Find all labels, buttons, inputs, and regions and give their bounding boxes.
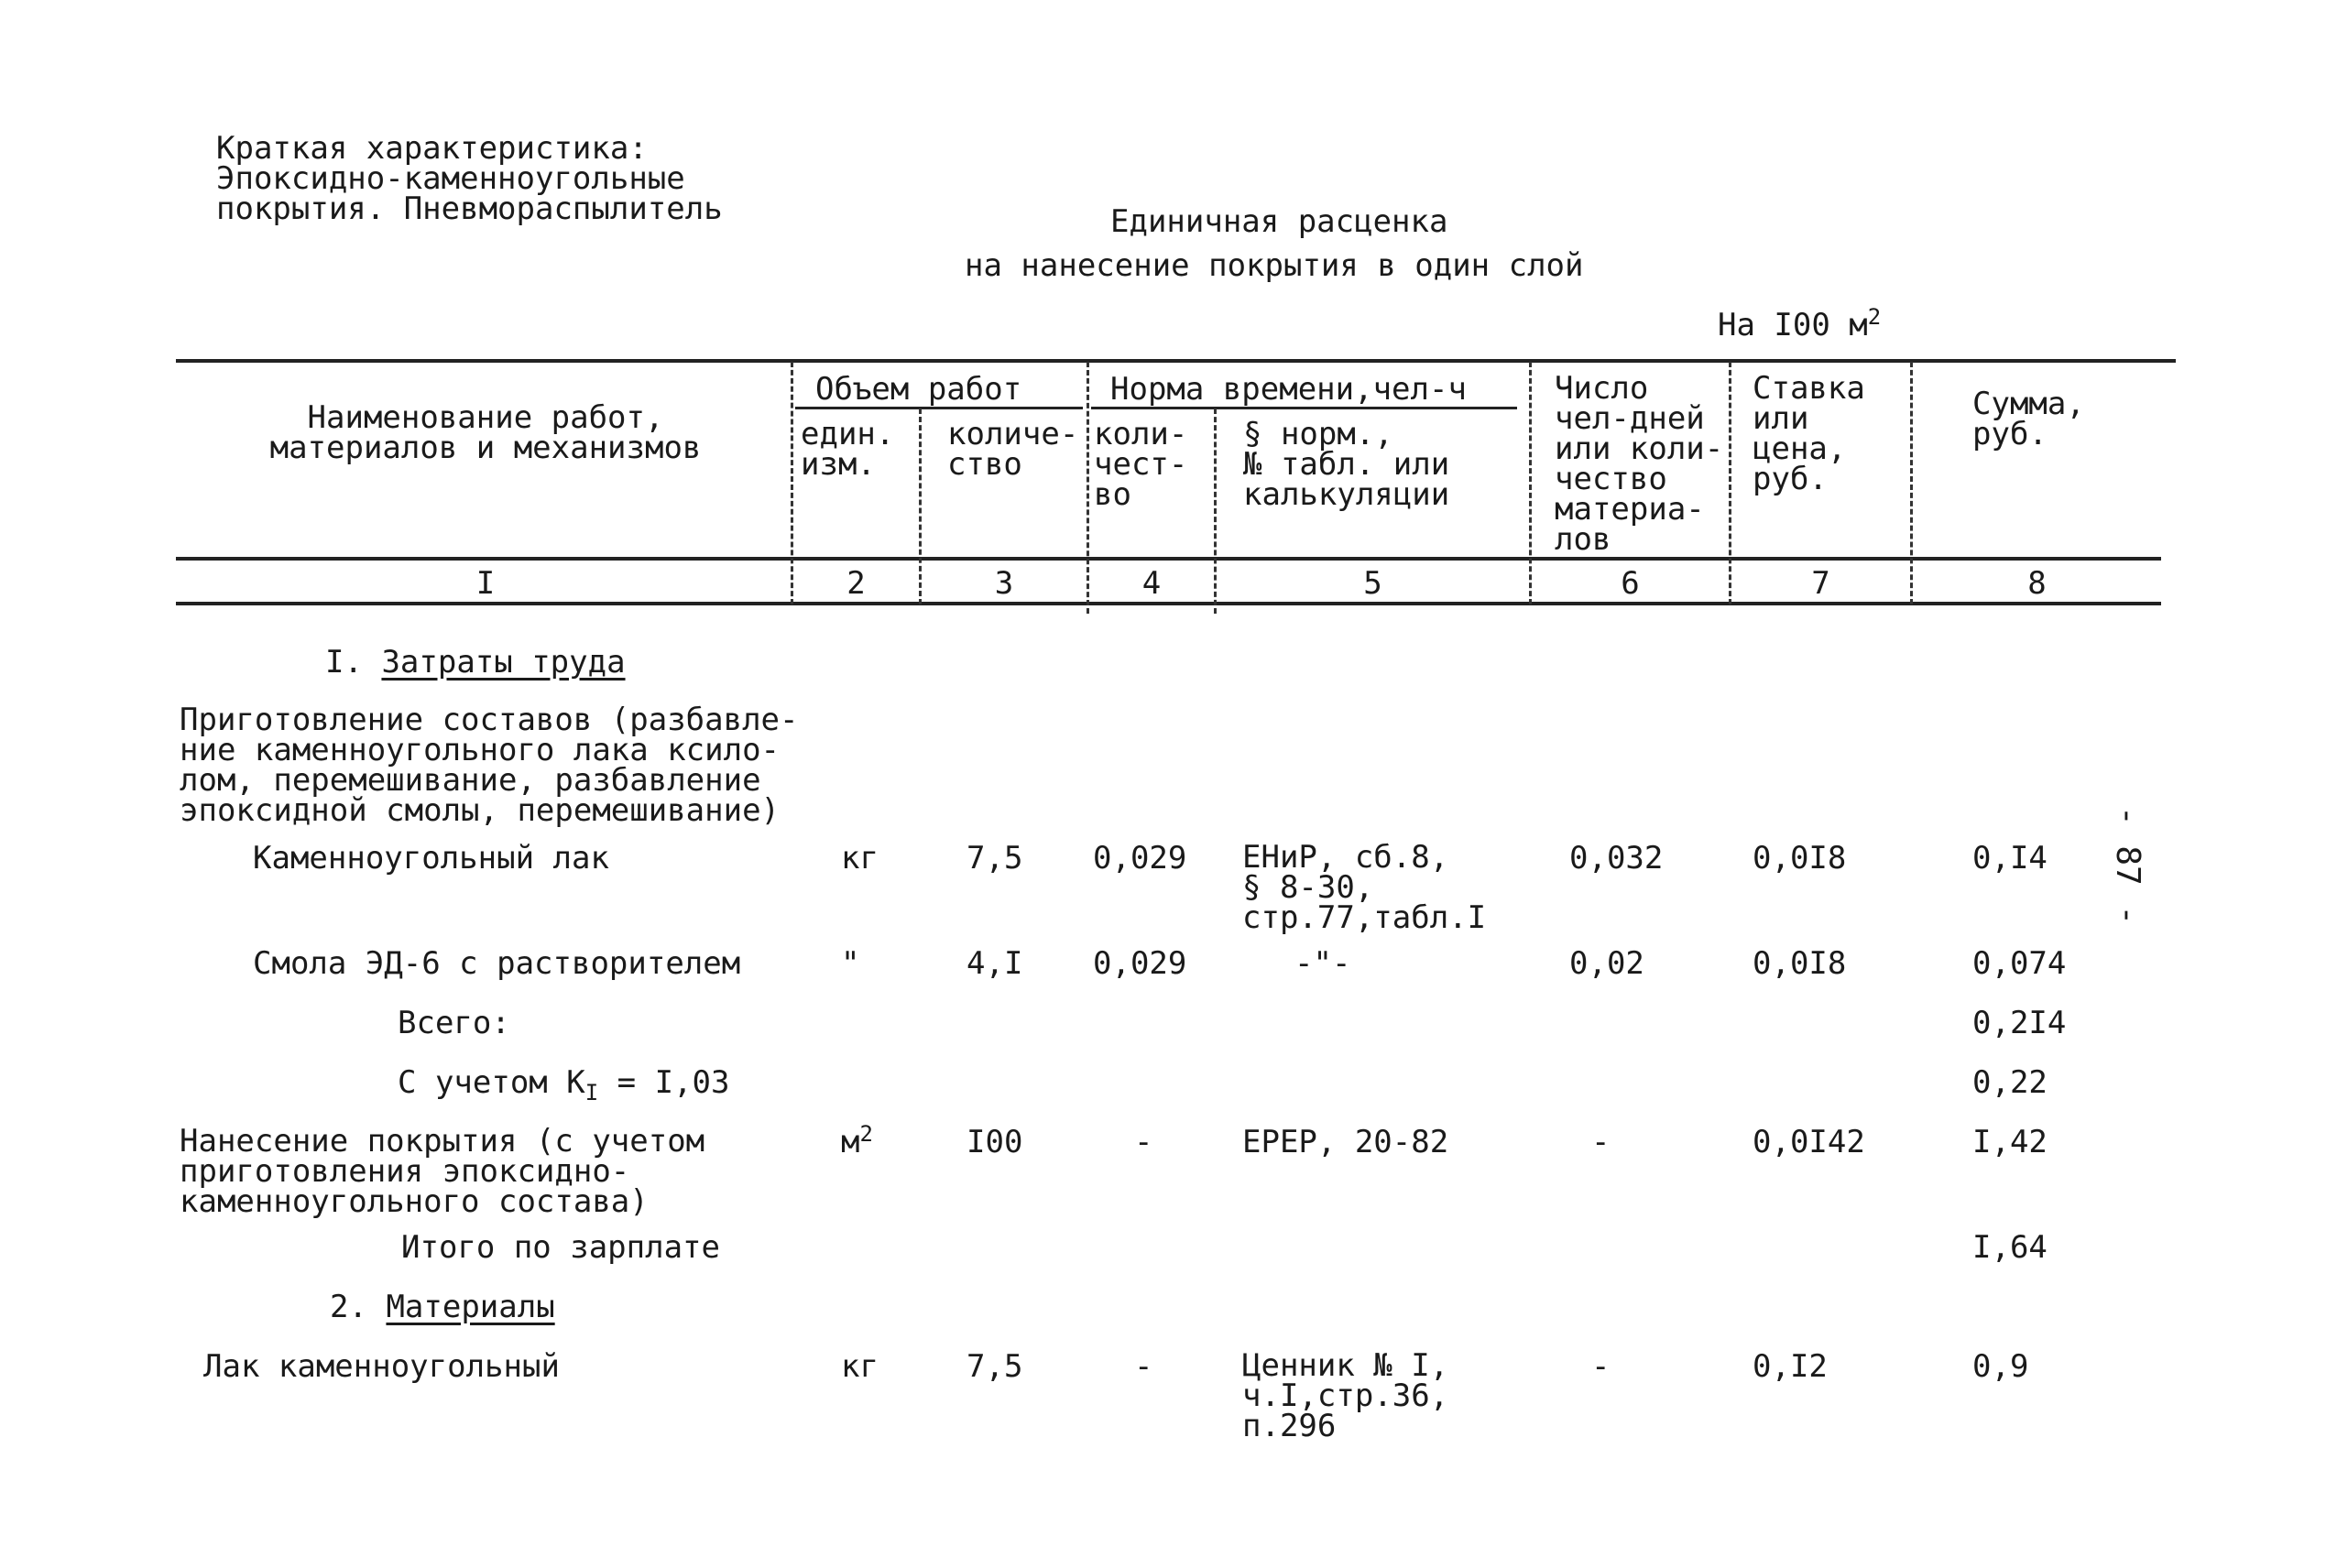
header-col-unit: [801, 416, 895, 483]
characteristic-line: Эпоксидно-каменноугольные: [216, 160, 685, 197]
text-line: ч.I,стр.36,: [1242, 1377, 1449, 1414]
header-text: чество: [1555, 461, 1667, 497]
header-text: № табл. или: [1243, 446, 1450, 483]
unit-note-sup: 2: [1867, 304, 1882, 330]
text-line: приготовления эпоксидно-: [180, 1153, 630, 1190]
section-title: Материалы: [386, 1289, 555, 1325]
column-number: 2: [846, 565, 866, 602]
row-norm-qty: 0,029: [1093, 840, 1187, 877]
header-text: ство: [947, 446, 1022, 483]
column-number: 4: [1141, 565, 1162, 602]
header-text: количе-: [947, 416, 1079, 452]
header-col-norm-qty: [1094, 416, 1188, 513]
header-text: чест-: [1094, 446, 1188, 483]
row-sum: 0,9: [1972, 1348, 2029, 1385]
row-reference: -"-: [1294, 945, 1351, 982]
column-number: 7: [1811, 565, 1830, 602]
coefficient-label: [398, 1064, 730, 1105]
total-sum: 0,2I4: [1972, 1005, 2067, 1041]
header-text: руб.: [1753, 461, 1828, 497]
row-unit: кг: [841, 1348, 879, 1385]
row-qty: 7,5: [966, 1348, 1023, 1385]
column-number: 5: [1363, 565, 1382, 602]
header-text: изм.: [801, 446, 876, 483]
coef-rest: = I,03: [598, 1064, 730, 1101]
header-col-rate: [1753, 370, 1865, 497]
section-title: Затраты труда: [381, 644, 626, 681]
header-col-name: [183, 399, 788, 466]
numbers-bottom-rule: [176, 602, 2161, 605]
column-number: I: [475, 565, 496, 602]
row-rate: 0,0I42: [1753, 1124, 1865, 1160]
column-number: 6: [1621, 565, 1640, 602]
text-line: Приготовление составов (разбавле-: [180, 702, 799, 738]
header-text: материалов и механизмов: [269, 430, 702, 466]
row-rate: 0,I2: [1753, 1348, 1828, 1385]
characteristic-line: покрытия. Пневмораспылитель: [216, 191, 723, 227]
header-text: руб.: [1972, 416, 2048, 452]
row-unit: кг: [841, 840, 879, 877]
header-text: или: [1753, 400, 1809, 437]
text-line: ние каменноугольного лака ксило-: [180, 732, 781, 768]
row-days: -: [1591, 1348, 1611, 1385]
header-text: Ставка: [1753, 370, 1865, 407]
text-line: п.296: [1242, 1408, 1337, 1444]
row-name: [180, 1123, 705, 1220]
row-norm-qty: -: [1134, 1124, 1153, 1160]
text-line: эпоксидной смолы, перемешивание): [180, 792, 781, 829]
row-unit: [841, 1121, 873, 1160]
column-number: 3: [994, 565, 1014, 602]
header-text: лов: [1555, 521, 1611, 558]
row-days: 0,02: [1569, 945, 1644, 982]
salary-total-sum: I,64: [1972, 1229, 2048, 1266]
header-text: цена,: [1753, 430, 1847, 467]
header-group-volume: Объем работ: [815, 371, 1022, 408]
page-title: Единичная расценка: [1110, 203, 1448, 240]
prep-description: [180, 702, 799, 829]
header-text: калькуляции: [1243, 476, 1450, 513]
section-number: 2.: [330, 1289, 367, 1325]
characteristic: [216, 130, 723, 227]
unit-note: [1718, 304, 1882, 343]
text-line: лом, перемешивание, разбавление: [180, 762, 761, 799]
text-line: Ценник № I,: [1242, 1347, 1449, 1384]
text-line: Нанесение покрытия (с учетом: [180, 1123, 705, 1160]
row-sum: 0,I4: [1972, 840, 2048, 877]
header-group-norm: Норма времени,чел-ч: [1110, 371, 1467, 408]
row-norm-qty: 0,029: [1093, 945, 1187, 982]
header-col-qty: [947, 416, 1079, 483]
row-unit: ": [841, 945, 860, 982]
salary-total-label: Итого по зарплате: [401, 1229, 720, 1266]
row-sum: I,42: [1972, 1124, 2048, 1160]
row-name: Каменноугольный лак: [253, 840, 609, 877]
table-top-rule: [176, 359, 2176, 363]
row-qty: 7,5: [966, 840, 1023, 877]
page-number: - 87 -: [2109, 806, 2146, 926]
row-reference: [1242, 1347, 1449, 1444]
text-line: § 8-30,: [1242, 869, 1374, 906]
column-number: 8: [2027, 565, 2047, 602]
section-heading: [330, 1291, 555, 1323]
text-line: каменноугольного состава): [180, 1183, 649, 1220]
page-subtitle: на нанесение покрытия в один слой: [965, 247, 1584, 284]
section-number: I.: [325, 644, 363, 681]
unit-sup: 2: [859, 1121, 873, 1147]
row-qty: 4,I: [966, 945, 1023, 982]
row-name: Смола ЭД-6 с растворителем: [253, 945, 741, 982]
row-rate: 0,0I8: [1753, 945, 1847, 982]
row-sum: 0,074: [1972, 945, 2067, 982]
coefficient-sum: 0,22: [1972, 1064, 2048, 1101]
unit-note-text: На I00 м: [1718, 307, 1868, 343]
header-text: или коли-: [1555, 430, 1724, 467]
header-col-days: [1555, 370, 1724, 558]
header-text: материа-: [1555, 491, 1705, 528]
header-col-reference: [1243, 416, 1450, 513]
row-reference: ЕРЕР, 20-82: [1242, 1124, 1449, 1160]
coef-sub: I: [584, 1080, 599, 1105]
total-label: Всего:: [398, 1005, 510, 1041]
header-text: во: [1094, 476, 1131, 513]
header-text: коли-: [1094, 416, 1188, 452]
row-days: -: [1591, 1124, 1611, 1160]
row-name: Лак каменноугольный: [203, 1348, 560, 1385]
unit-text: м: [841, 1124, 860, 1160]
text-line: стр.77,табл.I: [1242, 899, 1487, 936]
header-text: § норм.,: [1243, 416, 1393, 452]
row-days: 0,032: [1569, 840, 1664, 877]
section-heading: [325, 644, 626, 681]
header-col-sum: [1972, 386, 2085, 452]
characteristic-line: Краткая характеристика:: [216, 130, 648, 167]
row-reference: [1242, 839, 1487, 936]
header-text: Число: [1555, 370, 1649, 407]
row-norm-qty: -: [1134, 1348, 1153, 1385]
row-rate: 0,0I8: [1753, 840, 1847, 877]
text-line: ЕНиР, сб.8,: [1242, 839, 1449, 876]
header-bottom-rule: [176, 557, 2161, 561]
header-text: чел-дней: [1555, 400, 1705, 437]
coef-text: С учетом К: [398, 1064, 585, 1101]
header-text: Наименование работ,: [307, 399, 664, 436]
row-qty: I00: [966, 1124, 1023, 1160]
header-text: Сумма,: [1972, 386, 2085, 422]
header-text: един.: [801, 416, 895, 452]
